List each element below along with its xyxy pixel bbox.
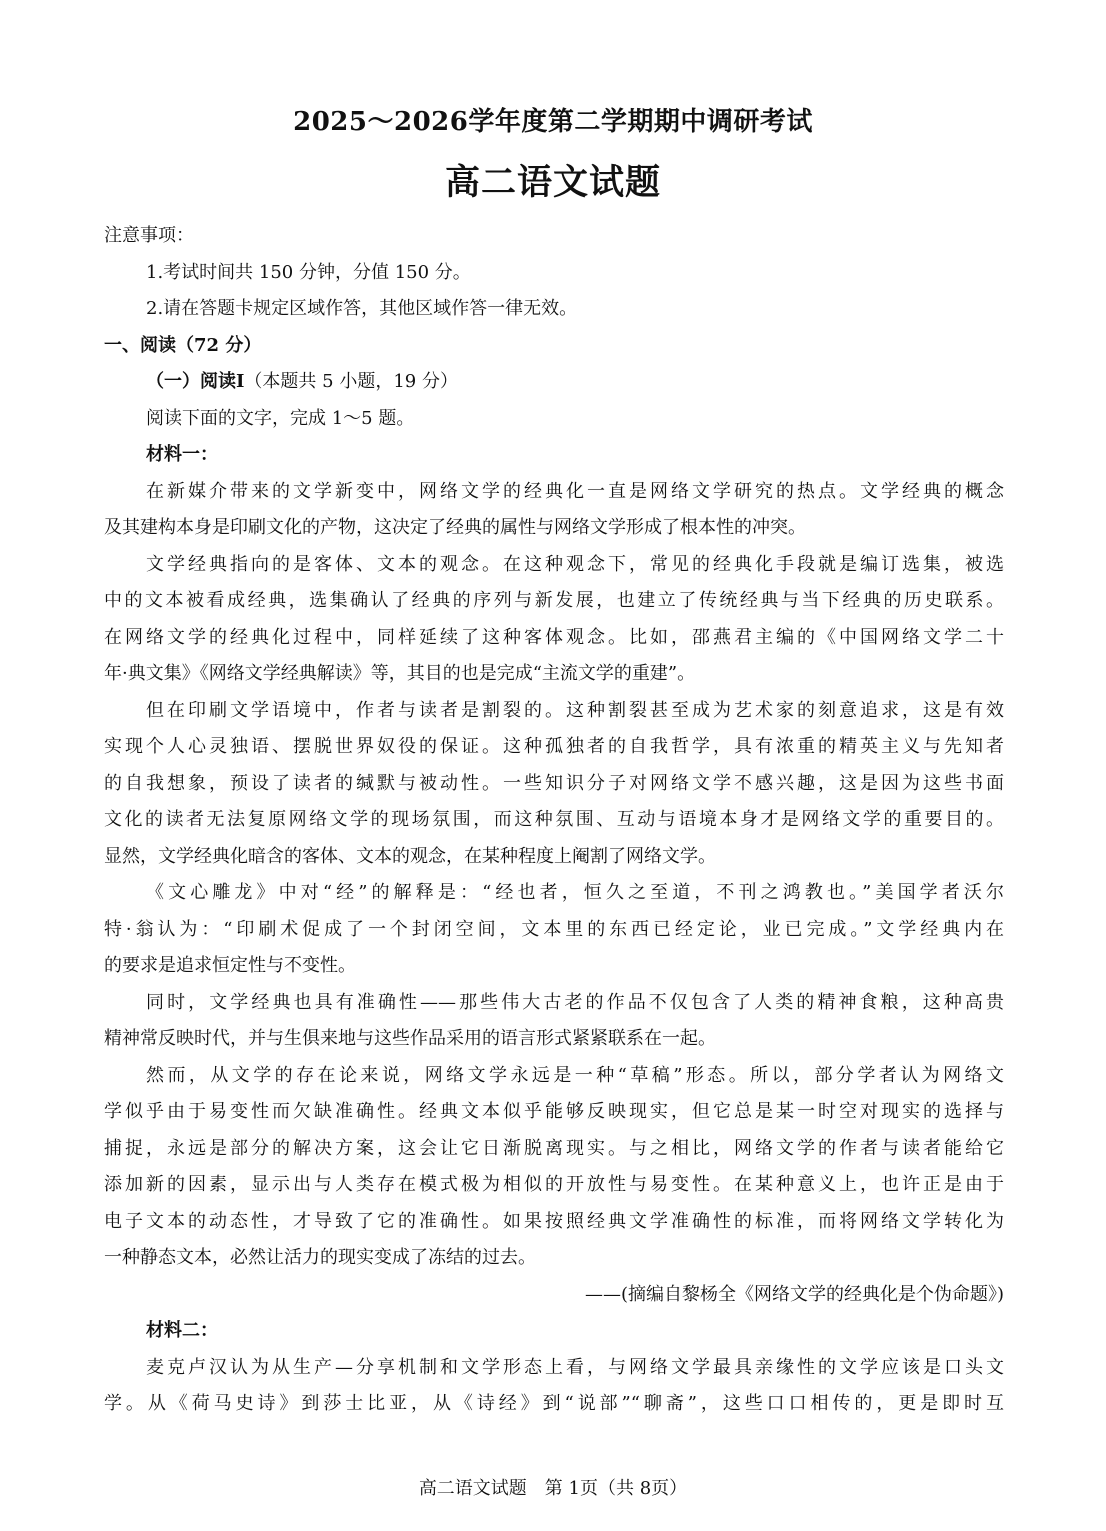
reading-instruction: 阅读下面的文字，完成 1～5 题。 [146,407,415,429]
material1-label: 材料一： [146,444,218,465]
material1-line: 精神常反映时代，并与生俱来地与这些作品采用的语言形式紧紧联系在一起。 [104,1028,716,1049]
material1-line: 的要求是追求恒定性与不变性。 [104,955,356,976]
material1-line: 的自我想象，预设了读者的缄默与被动性。一些知识分子对网络文学不感兴趣，这是因为这些书面 [104,772,1004,794]
sub-section-heading [104,364,1004,401]
material1-line: 添加新的因素，显示出与人类存在模式极为相似的开放性与易变性。在某种意义上，也许正是由于 [104,1174,1004,1195]
material2-line: 学。从《荷马史诗》到莎士比亚，从《诗经》到“说部”“聊斋”，这些口口相传的，更是即时互 [104,1393,1004,1414]
material1-line: 特·翁认为：“印刷术促成了一个封闭空间，文本里的东西已经定论，业已完成。”文学经典内在 [104,918,1004,940]
subject-title: 高二语文试题 [444,162,661,203]
section-heading: 一、阅读（72 分） [104,334,262,356]
material1-line: 一种静态文本，必然让活力的现实变成了冻结的过去。 [104,1247,536,1268]
notice-item-1: 1.考试时间共 150 分钟，分值 150 分。 [146,261,471,283]
material2-line: 麦克卢汉认为从生产—分享机制和文学形态上看，与网络文学最具亲缘性的文学应该是口头文 [146,1356,1004,1378]
material1-line: 文学经典指向的是客体、文本的观念。在这种观念下，常见的经典化手段就是编订选集，被选 [146,553,1004,575]
page-content [104,218,1004,1423]
notice-item-2: 2.请在答题卡规定区域作答，其他区域作答一律无效。 [146,298,578,319]
material1-line: 显然，文学经典化暗含的客体、文本的观念，在某种程度上阉割了网络文学。 [104,845,716,867]
material1-line: 电子文本的动态性，才导致了它的准确性。如果按照经典文学准确性的标准，而将网络文学转化为 [104,1210,1004,1232]
material1-line: 在新媒介带来的文学新变中，网络文学的经典化一直是网络文学研究的热点。文学经典的概念 [146,480,1004,502]
page-footer: 高二语文试题 第 1页（共 8页） [418,1478,688,1499]
material1-line: 然而，从文学的存在论来说，网络文学永远是一种“草稿”形态。所以，部分学者认为网络文 [146,1064,1004,1086]
material1-line: 同时，文学经典也具有准确性——那些伟大古老的作品不仅包含了人类的精神食粮，这种高贵 [146,991,1004,1013]
material1-line: 文化的读者无法复原网络文学的现场氛围，而这种氛围、互动与语境本身才是网络文学的重要目的。 [104,809,1004,830]
exam-title: 2025～2026学年度第二学期期中调研考试 [293,107,813,137]
material1-line: 但在印刷文学语境中，作者与读者是割裂的。这种割裂甚至成为艺术家的刻意追求，这是有效 [146,699,1004,721]
material1-line: 及其建构本身是印刷文化的产物，这决定了经典的属性与网络文学形成了根本性的冲突。 [104,517,806,538]
notice-heading: 注意事项： [104,225,194,246]
sub-section-title: （一）阅读Ⅰ [146,371,245,392]
material1-line: 中的文本被看成经典，选集确认了经典的序列与新发展，也建立了传统经典与当下经典的历史联系。 [104,590,1004,611]
material1-line: 在网络文学的经典化过程中，同样延续了这种客体观念。比如，邵燕君主编的《中国网络文学二十 [104,626,1004,648]
material1-line: 年·典文集》《网络文学经典解读》等，其目的也是完成“主流文学的重建”。 [104,663,696,684]
material1-source: ——(摘编自黎杨全《网络文学的经典化是个伪命题》) [584,1283,1004,1305]
material1-line: 实现个人心灵独语、摆脱世界奴役的保证。这种孤独者的自我哲学，具有浓重的精英主义与先知者 [104,736,1004,757]
sub-section-note: （本题共 5 小题，19 分） [244,371,458,392]
material1-line: 捕捉，永远是部分的解决方案，这会让它日渐脱离现实。与之相比，网络文学的作者与读者能给它 [104,1137,1004,1159]
material2-label: 材料二： [146,1320,218,1341]
material1-line: 学似乎由于易变性而欠缺准确性。经典文本似乎能够反映现实，但它总是某一时空对现实的选择与 [104,1101,1004,1122]
material1-line: 《文心雕龙》中对“经”的解释是：“经也者，恒久之至道，不刊之鸿教也。”美国学者沃尔 [146,882,1004,903]
